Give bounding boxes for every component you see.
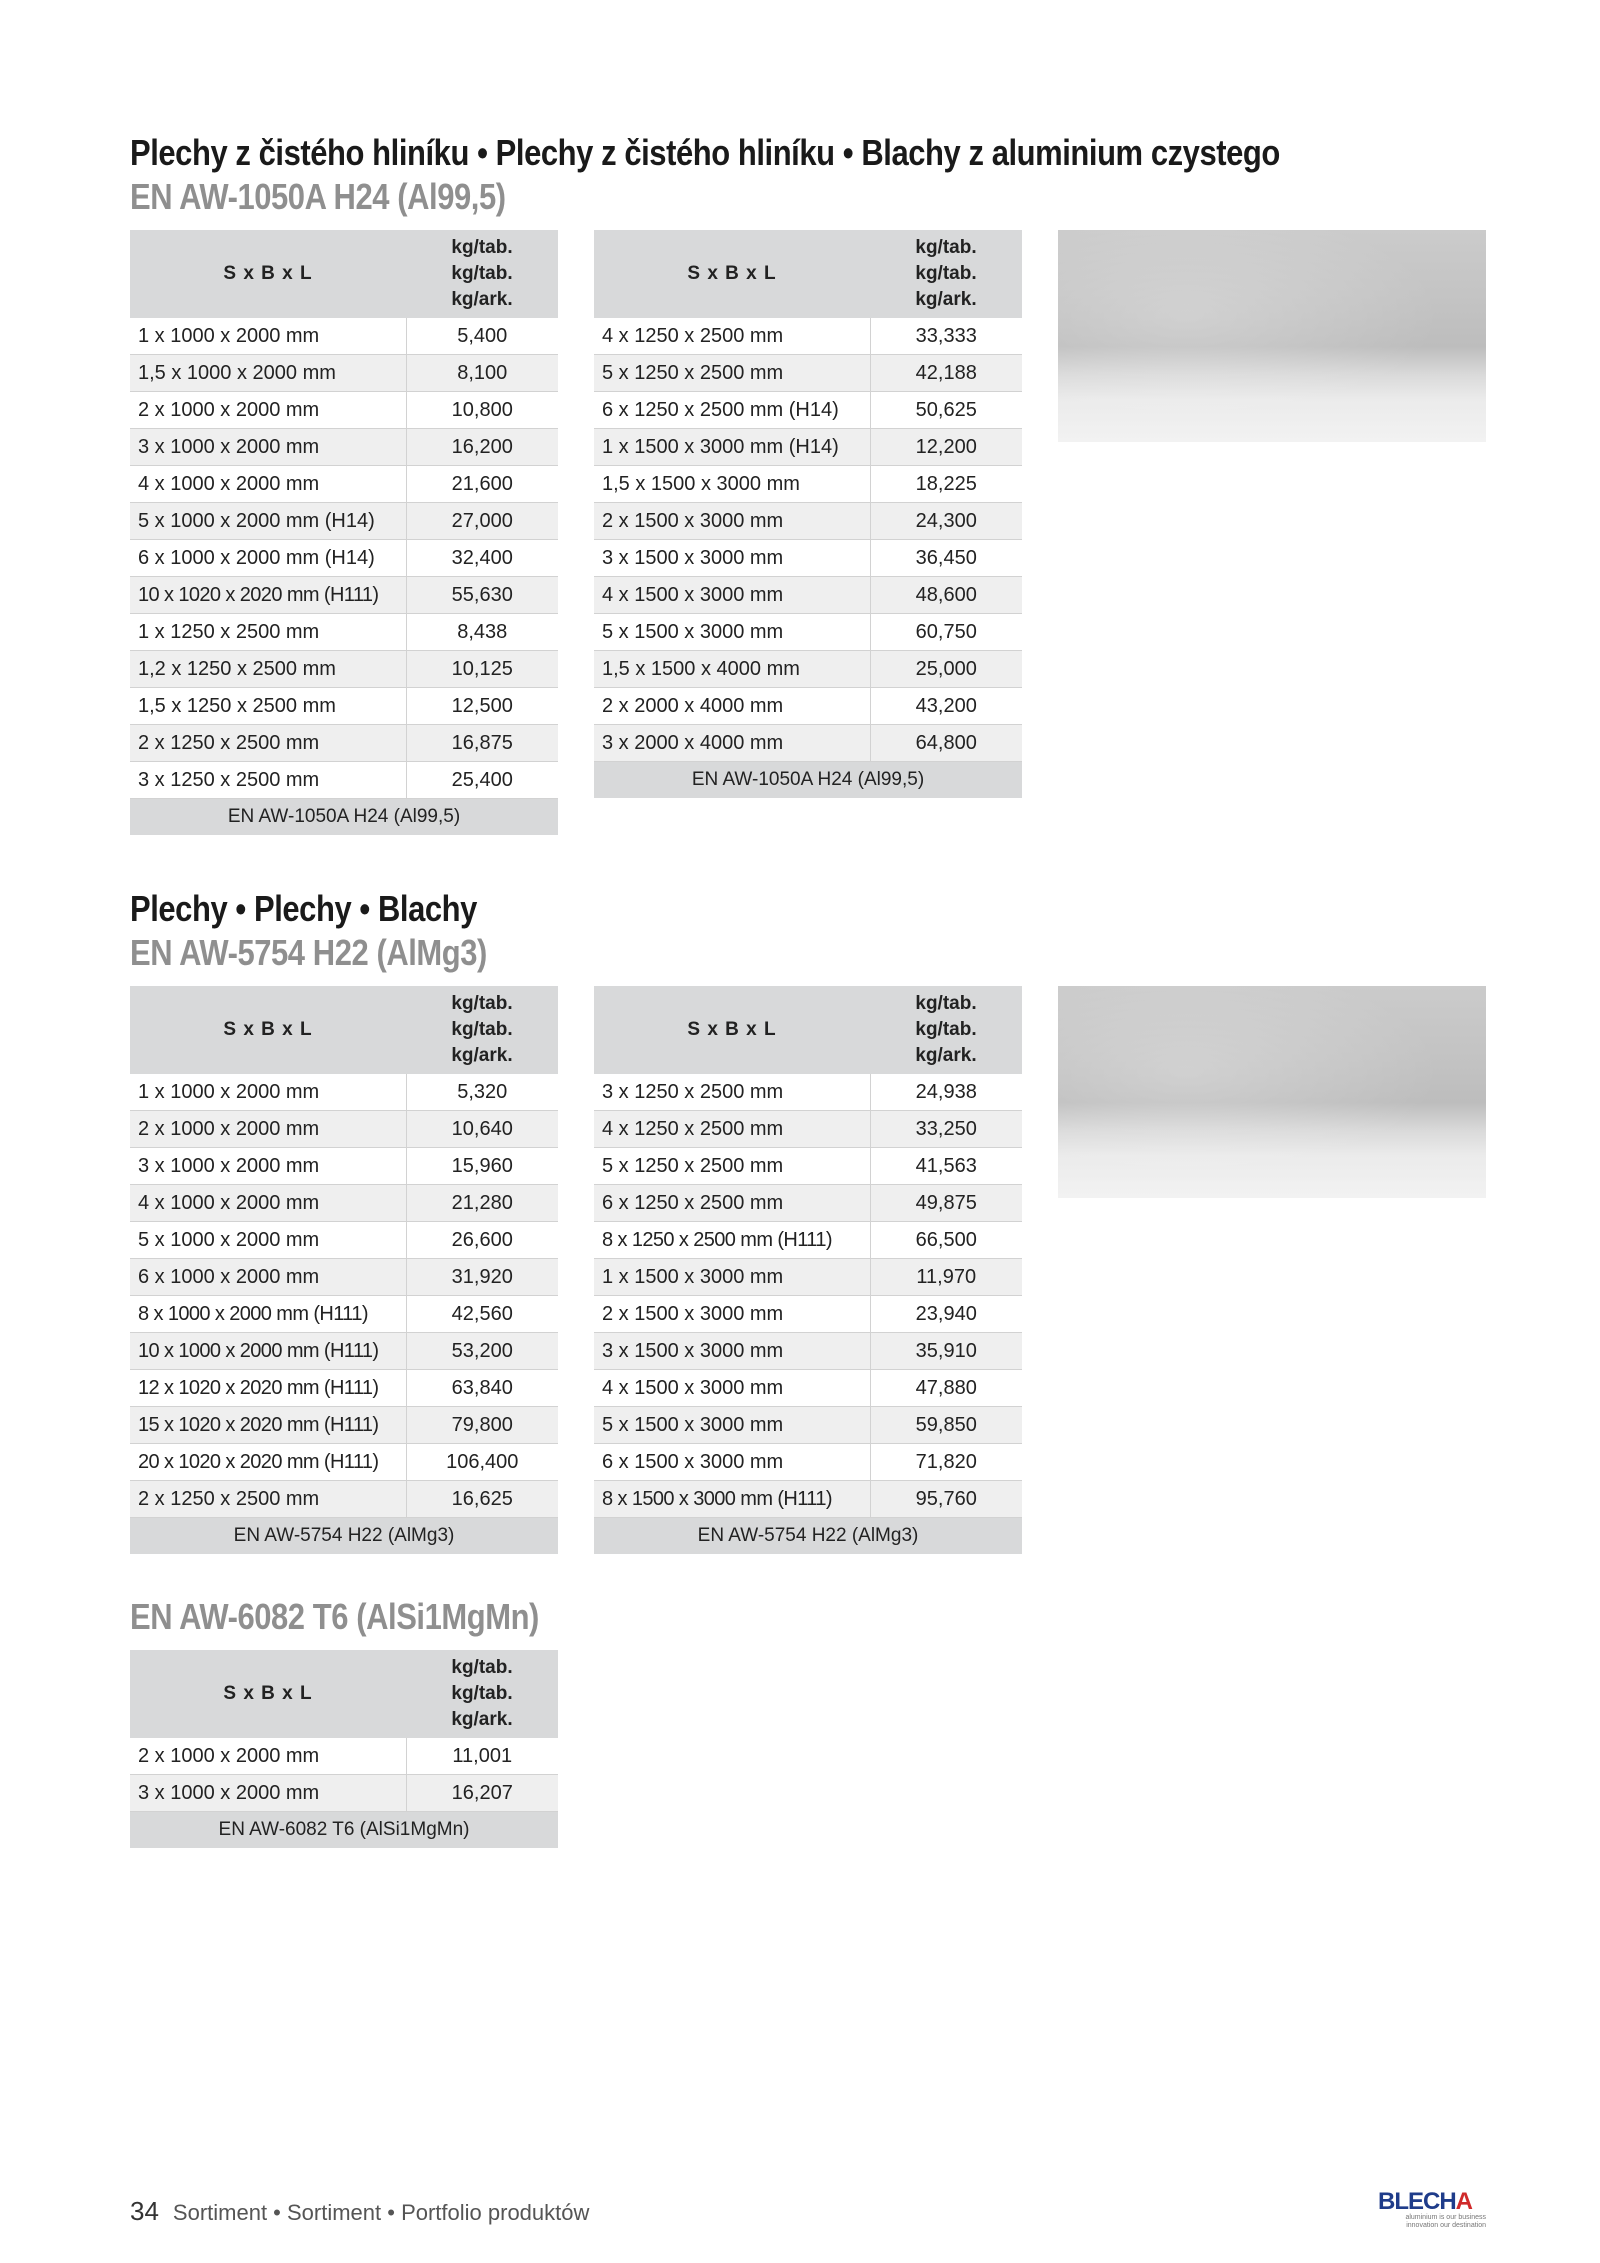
table-row bbox=[130, 429, 558, 466]
weight-cell: 16,625 bbox=[406, 1481, 558, 1518]
weight-unit-label: kg/tab. bbox=[915, 1019, 977, 1040]
weight-cell: 63,840 bbox=[406, 1370, 558, 1407]
weight-cell: 25,000 bbox=[870, 651, 1022, 688]
page-number: 34 bbox=[130, 2196, 159, 2226]
weight-unit-label: kg/ark. bbox=[451, 289, 513, 310]
dimension-cell: 12 x 1020 x 2020 mm (H111) bbox=[130, 1370, 406, 1407]
weight-cell: 36,450 bbox=[870, 540, 1022, 577]
table-header-row bbox=[594, 986, 1022, 1074]
weight-cell: 66,500 bbox=[870, 1222, 1022, 1259]
weight-cell: 8,100 bbox=[406, 355, 558, 392]
table-row bbox=[130, 1775, 558, 1812]
section2-title: Plechy • Plechy • Blachy bbox=[130, 888, 477, 929]
dimension-cell: 8 x 1500 x 3000 mm (H111) bbox=[594, 1481, 870, 1518]
dimension-cell: 4 x 1000 x 2000 mm bbox=[130, 1185, 406, 1222]
logo-word-accent: A bbox=[1455, 2188, 1473, 2215]
weight-cell: 43,200 bbox=[870, 688, 1022, 725]
dimension-cell: 3 x 1250 x 2500 mm bbox=[130, 762, 406, 799]
weight-cell: 5,320 bbox=[406, 1074, 558, 1111]
weight-cell: 42,560 bbox=[406, 1296, 558, 1333]
table-header-row bbox=[594, 230, 1022, 318]
logo-word-main: BLECH bbox=[1378, 2188, 1456, 2215]
table-row bbox=[594, 540, 1022, 577]
dimension-cell: 4 x 1250 x 2500 mm bbox=[594, 1111, 870, 1148]
alloy-footer-label: EN AW-6082 T6 (AlSi1MgMn) bbox=[130, 1812, 558, 1849]
column-header-dimensions: S x B x L bbox=[594, 230, 870, 318]
table-row bbox=[130, 1074, 558, 1111]
weight-cell: 12,500 bbox=[406, 688, 558, 725]
table-row bbox=[130, 1407, 558, 1444]
weight-cell: 27,000 bbox=[406, 503, 558, 540]
weight-cell: 10,800 bbox=[406, 392, 558, 429]
table-footer-row bbox=[130, 1812, 558, 1849]
weight-unit-label: kg/tab. bbox=[451, 1019, 513, 1040]
weight-cell: 24,300 bbox=[870, 503, 1022, 540]
dimension-cell: 15 x 1020 x 2020 mm (H111) bbox=[130, 1407, 406, 1444]
weight-unit-label: kg/ark. bbox=[915, 1045, 977, 1066]
weight-cell: 42,188 bbox=[870, 355, 1022, 392]
weight-unit-label: kg/tab. bbox=[915, 993, 977, 1014]
weight-cell: 55,630 bbox=[406, 577, 558, 614]
blecha-logo bbox=[1378, 2190, 1486, 2230]
dimension-cell: 3 x 1000 x 2000 mm bbox=[130, 1148, 406, 1185]
table-row bbox=[130, 1148, 558, 1185]
table-row bbox=[594, 1185, 1022, 1222]
weight-cell: 11,970 bbox=[870, 1259, 1022, 1296]
dimension-cell: 2 x 1000 x 2000 mm bbox=[130, 392, 406, 429]
table-row bbox=[130, 466, 558, 503]
weight-unit-label: kg/tab. bbox=[451, 993, 513, 1014]
column-header-weight bbox=[406, 986, 558, 1074]
dimension-cell: 3 x 1000 x 2000 mm bbox=[130, 1775, 406, 1812]
dimension-cell: 10 x 1020 x 2020 mm (H111) bbox=[130, 577, 406, 614]
dimension-cell: 6 x 1250 x 2500 mm bbox=[594, 1185, 870, 1222]
table-row bbox=[130, 762, 558, 799]
table-row bbox=[130, 503, 558, 540]
dimension-cell: 8 x 1000 x 2000 mm (H111) bbox=[130, 1296, 406, 1333]
table-row bbox=[594, 429, 1022, 466]
dimension-cell: 2 x 1500 x 3000 mm bbox=[594, 503, 870, 540]
dimension-cell: 6 x 1000 x 2000 mm bbox=[130, 1259, 406, 1296]
aluminium-sheet-image bbox=[1058, 230, 1486, 442]
weight-cell: 95,760 bbox=[870, 1481, 1022, 1518]
aluminium-alloy-sheet-image bbox=[1058, 986, 1486, 1198]
table-footer-row bbox=[130, 799, 558, 836]
alloy-footer-label: EN AW-1050A H24 (Al99,5) bbox=[130, 799, 558, 836]
dimension-cell: 2 x 1000 x 2000 mm bbox=[130, 1738, 406, 1775]
table-row bbox=[594, 651, 1022, 688]
table-row bbox=[594, 355, 1022, 392]
dimension-cell: 5 x 1000 x 2000 mm bbox=[130, 1222, 406, 1259]
column-header-weight bbox=[406, 230, 558, 318]
dimension-cell: 1 x 1500 x 3000 mm (H14) bbox=[594, 429, 870, 466]
table-1050a-right bbox=[594, 230, 1022, 798]
table-row bbox=[594, 1074, 1022, 1111]
table-row bbox=[130, 392, 558, 429]
weight-cell: 18,225 bbox=[870, 466, 1022, 503]
alloy-footer-label: EN AW-1050A H24 (Al99,5) bbox=[594, 762, 1022, 799]
table-row bbox=[130, 651, 558, 688]
table-row bbox=[130, 1222, 558, 1259]
dimension-cell: 1,5 x 1500 x 4000 mm bbox=[594, 651, 870, 688]
dimension-cell: 4 x 1500 x 3000 mm bbox=[594, 577, 870, 614]
weight-cell: 35,910 bbox=[870, 1333, 1022, 1370]
weight-cell: 53,200 bbox=[406, 1333, 558, 1370]
table-row bbox=[594, 318, 1022, 355]
section1-title: Plechy z čistého hliníku • Plechy z čistého hliníku • Blachy z aluminium czystego bbox=[130, 132, 1280, 173]
weight-cell: 16,875 bbox=[406, 725, 558, 762]
table-row bbox=[594, 1111, 1022, 1148]
dimension-cell: 6 x 1250 x 2500 mm (H14) bbox=[594, 392, 870, 429]
weight-unit-label: kg/tab. bbox=[451, 1683, 513, 1704]
weight-cell: 5,400 bbox=[406, 318, 558, 355]
weight-cell: 71,820 bbox=[870, 1444, 1022, 1481]
dimension-cell: 20 x 1020 x 2020 mm (H111) bbox=[130, 1444, 406, 1481]
weight-cell: 16,207 bbox=[406, 1775, 558, 1812]
table-row bbox=[130, 1259, 558, 1296]
table-footer-row bbox=[594, 1518, 1022, 1555]
weight-cell: 16,200 bbox=[406, 429, 558, 466]
dimension-cell: 5 x 1500 x 3000 mm bbox=[594, 1407, 870, 1444]
table-5754-right bbox=[594, 986, 1022, 1554]
weight-cell: 8,438 bbox=[406, 614, 558, 651]
weight-cell: 21,280 bbox=[406, 1185, 558, 1222]
table-row bbox=[594, 1370, 1022, 1407]
column-header-weight bbox=[870, 230, 1022, 318]
dimension-cell: 10 x 1000 x 2000 mm (H111) bbox=[130, 1333, 406, 1370]
dimension-cell: 1,5 x 1250 x 2500 mm bbox=[130, 688, 406, 725]
table-row bbox=[130, 1481, 558, 1518]
table-row bbox=[594, 1259, 1022, 1296]
table-row bbox=[594, 466, 1022, 503]
table-row bbox=[594, 688, 1022, 725]
table-row bbox=[130, 540, 558, 577]
weight-cell: 49,875 bbox=[870, 1185, 1022, 1222]
weight-unit-label: kg/tab. bbox=[451, 1657, 513, 1678]
table-row bbox=[594, 577, 1022, 614]
weight-cell: 47,880 bbox=[870, 1370, 1022, 1407]
table-footer-row bbox=[594, 762, 1022, 799]
table-row bbox=[594, 1333, 1022, 1370]
dimension-cell: 1,2 x 1250 x 2500 mm bbox=[130, 651, 406, 688]
weight-cell: 32,400 bbox=[406, 540, 558, 577]
table-row bbox=[130, 318, 558, 355]
table-header-row bbox=[130, 230, 558, 318]
table-row bbox=[594, 1148, 1022, 1185]
dimension-cell: 6 x 1000 x 2000 mm (H14) bbox=[130, 540, 406, 577]
weight-cell: 33,333 bbox=[870, 318, 1022, 355]
dimension-cell: 3 x 1000 x 2000 mm bbox=[130, 429, 406, 466]
column-header-dimensions: S x B x L bbox=[130, 986, 406, 1074]
section1-subtitle: EN AW-1050A H24 (Al99,5) bbox=[130, 176, 506, 217]
weight-cell: 79,800 bbox=[406, 1407, 558, 1444]
weight-unit-label: kg/tab. bbox=[915, 237, 977, 258]
weight-unit-label: kg/ark. bbox=[451, 1045, 513, 1066]
table-row bbox=[594, 725, 1022, 762]
table-header-row bbox=[130, 1650, 558, 1738]
dimension-cell: 4 x 1500 x 3000 mm bbox=[594, 1370, 870, 1407]
table-row bbox=[594, 503, 1022, 540]
dimension-cell: 4 x 1250 x 2500 mm bbox=[594, 318, 870, 355]
weight-unit-label: kg/tab. bbox=[451, 263, 513, 284]
table-row bbox=[130, 725, 558, 762]
weight-unit-label: kg/ark. bbox=[915, 289, 977, 310]
column-header-dimensions: S x B x L bbox=[130, 1650, 406, 1738]
table-row bbox=[130, 688, 558, 725]
dimension-cell: 3 x 1500 x 3000 mm bbox=[594, 540, 870, 577]
table-row bbox=[130, 1738, 558, 1775]
dimension-cell: 2 x 1250 x 2500 mm bbox=[130, 1481, 406, 1518]
table-row bbox=[594, 1481, 1022, 1518]
page-footer bbox=[130, 2196, 589, 2227]
column-header-weight bbox=[870, 986, 1022, 1074]
table-row bbox=[130, 1333, 558, 1370]
table-row bbox=[130, 1185, 558, 1222]
table-row bbox=[130, 614, 558, 651]
dimension-cell: 2 x 2000 x 4000 mm bbox=[594, 688, 870, 725]
dimension-cell: 1,5 x 1000 x 2000 mm bbox=[130, 355, 406, 392]
weight-cell: 15,960 bbox=[406, 1148, 558, 1185]
table-row bbox=[130, 1111, 558, 1148]
dimension-cell: 5 x 1000 x 2000 mm (H14) bbox=[130, 503, 406, 540]
weight-cell: 10,125 bbox=[406, 651, 558, 688]
weight-unit-label: kg/tab. bbox=[915, 263, 977, 284]
table-row bbox=[130, 1370, 558, 1407]
weight-cell: 12,200 bbox=[870, 429, 1022, 466]
weight-unit-label: kg/tab. bbox=[451, 237, 513, 258]
weight-cell: 50,625 bbox=[870, 392, 1022, 429]
table-row bbox=[594, 1296, 1022, 1333]
column-header-dimensions: S x B x L bbox=[594, 986, 870, 1074]
dimension-cell: 5 x 1250 x 2500 mm bbox=[594, 355, 870, 392]
table-row bbox=[594, 1222, 1022, 1259]
weight-cell: 33,250 bbox=[870, 1111, 1022, 1148]
table-header-row bbox=[130, 986, 558, 1074]
weight-cell: 11,001 bbox=[406, 1738, 558, 1775]
table-footer-row bbox=[130, 1518, 558, 1555]
dimension-cell: 8 x 1250 x 2500 mm (H111) bbox=[594, 1222, 870, 1259]
dimension-cell: 2 x 1250 x 2500 mm bbox=[130, 725, 406, 762]
table-6082-left bbox=[130, 1650, 558, 1848]
column-header-dimensions: S x B x L bbox=[130, 230, 406, 318]
logo-tagline-2: innovation our destination bbox=[1406, 2222, 1486, 2229]
dimension-cell: 2 x 1000 x 2000 mm bbox=[130, 1111, 406, 1148]
weight-cell: 48,600 bbox=[870, 577, 1022, 614]
dimension-cell: 1 x 1250 x 2500 mm bbox=[130, 614, 406, 651]
dimension-cell: 3 x 1500 x 3000 mm bbox=[594, 1333, 870, 1370]
weight-unit-label: kg/ark. bbox=[451, 1709, 513, 1730]
weight-cell: 10,640 bbox=[406, 1111, 558, 1148]
dimension-cell: 3 x 1250 x 2500 mm bbox=[594, 1074, 870, 1111]
table-1050a-left bbox=[130, 230, 558, 835]
weight-cell: 41,563 bbox=[870, 1148, 1022, 1185]
dimension-cell: 5 x 1250 x 2500 mm bbox=[594, 1148, 870, 1185]
alloy-footer-label: EN AW-5754 H22 (AlMg3) bbox=[594, 1518, 1022, 1555]
dimension-cell: 4 x 1000 x 2000 mm bbox=[130, 466, 406, 503]
table-5754-left bbox=[130, 986, 558, 1554]
weight-cell: 31,920 bbox=[406, 1259, 558, 1296]
dimension-cell: 5 x 1500 x 3000 mm bbox=[594, 614, 870, 651]
logo-tagline-1: aluminium is our business bbox=[1405, 2214, 1486, 2221]
weight-cell: 24,938 bbox=[870, 1074, 1022, 1111]
logo-wordmark bbox=[1378, 2190, 1486, 2214]
table-row bbox=[130, 577, 558, 614]
weight-cell: 60,750 bbox=[870, 614, 1022, 651]
dimension-cell: 3 x 2000 x 4000 mm bbox=[594, 725, 870, 762]
dimension-cell: 1 x 1000 x 2000 mm bbox=[130, 318, 406, 355]
dimension-cell: 1 x 1000 x 2000 mm bbox=[130, 1074, 406, 1111]
table-row bbox=[594, 614, 1022, 651]
alloy-footer-label: EN AW-5754 H22 (AlMg3) bbox=[130, 1518, 558, 1555]
table-row bbox=[594, 1407, 1022, 1444]
section3-subtitle: EN AW-6082 T6 (AlSi1MgMn) bbox=[130, 1596, 539, 1637]
weight-cell: 23,940 bbox=[870, 1296, 1022, 1333]
table-row bbox=[130, 1296, 558, 1333]
weight-cell: 59,850 bbox=[870, 1407, 1022, 1444]
weight-cell: 21,600 bbox=[406, 466, 558, 503]
table-row bbox=[594, 1444, 1022, 1481]
table-row bbox=[130, 355, 558, 392]
weight-cell: 106,400 bbox=[406, 1444, 558, 1481]
table-row bbox=[130, 1444, 558, 1481]
column-header-weight bbox=[406, 1650, 558, 1738]
dimension-cell: 6 x 1500 x 3000 mm bbox=[594, 1444, 870, 1481]
dimension-cell: 1,5 x 1500 x 3000 mm bbox=[594, 466, 870, 503]
table-row bbox=[594, 392, 1022, 429]
weight-cell: 64,800 bbox=[870, 725, 1022, 762]
section2-subtitle: EN AW-5754 H22 (AlMg3) bbox=[130, 932, 487, 973]
weight-cell: 25,400 bbox=[406, 762, 558, 799]
dimension-cell: 1 x 1500 x 3000 mm bbox=[594, 1259, 870, 1296]
weight-cell: 26,600 bbox=[406, 1222, 558, 1259]
footer-caption: Sortiment • Sortiment • Portfolio produktów bbox=[172, 2200, 590, 2225]
dimension-cell: 2 x 1500 x 3000 mm bbox=[594, 1296, 870, 1333]
